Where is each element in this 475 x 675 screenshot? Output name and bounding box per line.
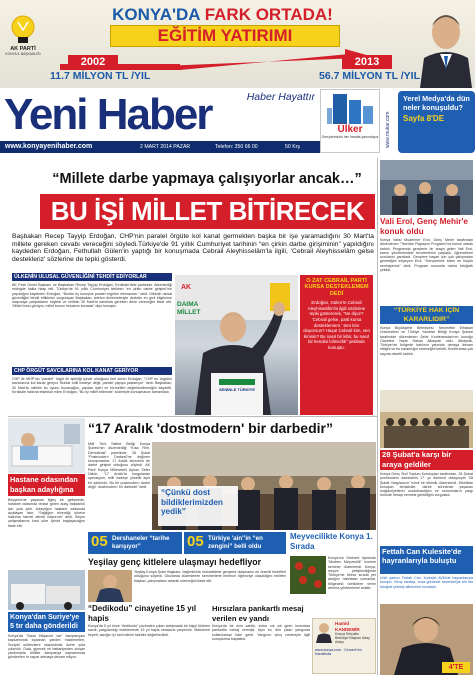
left-story2-title[interactable]: Konya'dan Suriye'ye 5 tır daha gönderildi <box>8 612 85 632</box>
mid-photo <box>152 442 376 530</box>
mid-body: Millî Türk Talebe Birliği Konya Şubesi'nin düzenlediği “Kısa Film, Demokrasi” panelinde, 28 Şubat “Postmodern Darbesi”ne değinen konuşmacılar, 17 Aralık sürecinin de darbe girişimi olduğunu söyledi. AK Parti Konya Milletvekili Ayhan Sefer Üstün, “17 Aralık'ta kurgulanan operasyon, milli iradeye yönelik açık bir saldırıdır. Bu bir postmodern darbe değil, ‘dostmodern’ bir darbedir” dedi. <box>88 442 150 489</box>
left-story1-title[interactable]: Hastane odasından başkan adaylığına <box>8 474 85 496</box>
right-story1-body: Konya Valisi Muammer Erol, Genç Mehir tarafından düzenlenen “Tecrübe Paylaşım Programı”na konuk olarak katıldı. Programda gençlerle bir araya gelen Vali Erol, kamu yönetimindeki tecrübelerini paylaştı, öğrencilerin sorularını yanıtladı. Gençlere başarı için çok çalışmaları gerektiğini söyleyen Erol, “Gençlerimiz bizim en büyük sermayemiz” dedi. Program sonunda hatıra fotoğrafı çekildi. <box>380 238 473 273</box>
strip-num-2: 05 <box>187 533 204 550</box>
issue-date: 2 MART 2014 PAZAR <box>140 144 191 150</box>
bottom-story1-title[interactable]: Yeşilay genç kitlelere ulaşmayı hedefliyor <box>88 557 262 567</box>
ad-headline-2: FARK ORTADA! <box>204 5 333 24</box>
right-photo-1 <box>380 160 473 215</box>
right-story4-title[interactable]: Fettah Can Kulesite'de hayranlarıyla buluştu <box>380 546 473 574</box>
photo-quote: “Çünkü dost bildiklerimizden yedik” <box>158 486 238 526</box>
sub2-body: CHP ile MHP'nin “paralel” örgüt ile işbirliği içinde olduğunu ileri süren Erdoğan, “CHP bu örgütün savcılarına kol kanat geriyor. Bunlar milli iradeye değil, paralel yapıya yaslanıyor” dedi. Başbakan, 30 Mart'ta milletin bu oyunu bozacağını, yapılan işleri ve hizmetleri değerlendireceğini kaydetti. Kırıkkale halkına teşekkür eden Erdoğan, “Bu işi millet bitirecek” sözleriyle konuşmasını tamamladı. <box>12 377 172 394</box>
strip-photo <box>290 556 326 594</box>
bulb-icon <box>4 14 42 46</box>
ad-candidate-name: Hamid KANDEMİR <box>335 621 360 632</box>
strip-num-1: 05 <box>91 533 108 550</box>
right-story3-title[interactable]: 28 Şubat'a karşı bir araya geldiler <box>380 450 473 470</box>
sponsor-url <box>382 89 394 153</box>
phone-number: Telefon: 350 66 00 <box>215 144 258 150</box>
strip-item-3-title[interactable]: Meyvecilikte Konya 1. Sırada <box>290 532 373 551</box>
sponsor-box[interactable] <box>320 89 380 153</box>
left-photo-1 <box>8 418 85 473</box>
strip-item-2[interactable] <box>184 532 286 554</box>
brand-name: Yeni Haber <box>4 91 212 139</box>
bottom-ad[interactable] <box>312 618 376 674</box>
left-story1-body: Beyşehir'de yaşanan ilginç bir gelişmede, hastane odasında tedavi gören aday başkanlık için yola çıktı. Adaylığını hastane odasında açıklayan isim, “Sağlığım elverdiği sürece halkıma hizmet etmek istiyorum” dedi. Seçim çalışmalarına kısa süre içinde başlayacağını ifade etti. <box>8 498 85 528</box>
column-divider <box>377 158 378 675</box>
info-bar <box>0 141 320 153</box>
year-left: 2002 <box>68 55 118 69</box>
masthead <box>0 89 475 155</box>
strip-item-3-body: Konya'nın Derbent ilçesinde “Modern Meyvecilik” üzerine seminer düzenlendi. Konya, meyve yetiştiriciliğinde Türkiye'de birinci sırada yer aldığını hatırlatan uzmanlar, bölgedeki üreticilere verim artırma yöntemlerini anlattı. <box>328 556 376 591</box>
podium-text: SENİNLE TÜRKİYE <box>218 387 255 392</box>
sponsor-brand: Ülker <box>337 124 363 135</box>
lead-intro: Başbakan Recep Tayyip Erdoğan, CHP'nin paralel örgüte kol kanat germekten başka bir işe yaramadığını 30 Mart'ta millete gereken cevabı vereceğini söyledi.Türkiye'de 91 yıllık Cumhuriyet tarihinin “en çirkin darbe girişiminin” yapıldığını kaydeden Erdoğan, Fethullah Gülen'in yaptığı bir konuşmada Cebrail Aleyhisselâm'la ilgili, 'Cebrail Aleyhisselâm gelse destekleriz' sözlerine de tepki gösterdi. <box>12 233 374 264</box>
side-box-title: O ZAT CEBRAİL PARTİ KURSA DESTEKLEMEM DEDİ <box>304 278 369 297</box>
issue-price: 50 Krş <box>285 144 300 150</box>
sub1-title: ÜLKENİN ULUSAL GÜVENLİĞİNİ TEHDİT EDİYORLAR <box>12 273 172 281</box>
strip-text-2: Türkiye 'ain'’in “en zengini” belli oldu <box>208 535 263 550</box>
bottom-story2-title[interactable]: “Dedikodu” cinayetine 15 yıl hapis <box>88 604 197 623</box>
right-story2-banner: “TÜRKİYE HAK İÇİN KARARLIDIR” <box>380 306 473 324</box>
year-right: 2013 <box>342 55 392 69</box>
mid-headline[interactable]: “17 Aralık 'dostmodern' bir darbedir” <box>88 420 333 436</box>
lead-quote: “Millete darbe yapmaya çalışıyorlar ancak…” <box>52 171 362 187</box>
strip-item-1[interactable] <box>88 532 182 554</box>
sponsor-text: Gençlerimizin her fırsatta yanındayız <box>321 135 379 139</box>
building-icon <box>321 90 379 124</box>
bottom-story1-body: Yeşilay Konya Şube Başkanı, bağımlılıkla mücadelede gençlere ulaşmanın en önemli hedefleri olduğunu söyledi. Okullarda düzenlenen seminerlerle binlerce öğrenciye ulaşıldığını belirten başkan, çalışmaların artarak süreceğini ifade etti. <box>134 570 286 583</box>
ad-subhead-text: EĞİTİM YATIRIMI <box>157 26 293 45</box>
bottom-story2-body: Konya'da 5 yıl önce “dedikodu” yüzünden çıkan tartışmada bir kişiyi öldüren sanık, yargılandığı mahkemede 15 yıl hapis cezasına çarptırıldı. Mahkeme heyeti, sanığın iyi hal indirimi talebini değerlendirdi. <box>88 624 210 637</box>
ak-parti-logo <box>4 14 42 64</box>
bottom-story3-body: Konya'da bir evin sahibi, evine sık sık giren hırsızlara pankartla mesaj vermişti. Aynı ev, dün çıkan yangında kullanılamaz hale geldi. Yangının çıkış nedeniyle ilgili soruşturma başlatıldı. <box>212 624 310 641</box>
ad-contact: www.konya.com · Cemevi'nin Kanatinda <box>315 647 362 657</box>
ad-portrait <box>416 6 474 88</box>
left-photo-2 <box>8 570 85 610</box>
right-photo-3 <box>380 604 473 675</box>
ad-headline <box>80 4 365 26</box>
bottom-photo-1 <box>88 570 132 602</box>
ad-headline-1: KONYA'DA <box>112 5 200 24</box>
lead-headline: BU İŞİ MİLLET BİTİRECEK <box>40 194 375 229</box>
left-story2-body: Konya'da “Sana ihtiyacım var” kampanyası kapsamında toplanan yardım malzemeleri, Suriyeli mültecilere ulaştırılmak üzere yola çıkarıldı. Gıda, giyecek ve battaniyeden oluşan yardımlarla birlikte kampanya kapsamında gönderilen tır sayısı artmaya devam ediyor. <box>8 634 85 660</box>
bottom-story3-title[interactable]: Hırsızlara pankartlı mesaj verilen ev yandı <box>212 604 304 623</box>
svg-text:AK: AK <box>181 284 192 291</box>
side-box <box>300 275 373 415</box>
banner-text: DAİMA MİLLET <box>177 301 201 316</box>
party-name: AK PARTİ <box>10 46 36 52</box>
promo-page: Sayfa 8'DE <box>403 114 445 123</box>
party-sub: KONYA İL BAŞKANLIĞI <box>5 52 41 56</box>
promo-box[interactable] <box>398 91 475 153</box>
website-link[interactable]: www.konyayenihaber.com <box>5 143 93 150</box>
right-story1-title[interactable]: Vali Erol, Genç Mehir'e konuk oldu <box>380 217 468 236</box>
amount-left: 11.7 MİLYON TL /YIL <box>50 70 151 82</box>
candidate-icon <box>315 621 333 643</box>
right-story2-body: Konya Büyükşehir Belediyesi, Necmettin Erbakan Üniversitesi ve Türkiye Yazarlar Birliği Konya Şubesi tarafından düzenlenen Şehir Konferansları'nın konuğu Gazeteci Yazar Hakan Albayrak oldu. Albayrak, Türkiye'nin bölgede haklının yanında olmaya devam ettiğini ve bu kararlılığın süreceğini belirtti. Konferansa çok sayıda davetli katıldı. <box>380 326 473 356</box>
ad-subhead <box>110 25 340 47</box>
brand-slogan: Haber Hayattır <box>246 91 315 103</box>
amount-right: 56.7 MİLYON TL /YIL <box>319 70 420 82</box>
right-story4-body: Ünlü şarkıcı Fettah Can, Kulesite AVM'de hayranlarıyla buluştu. Genç sanatçı, imza gününde sevenleriyle tek tek fotoğraf çektirip albümünü imzaladı. <box>380 576 473 589</box>
right-photo-2 <box>380 390 473 448</box>
sub1-body: AK Parti Genel Başkanı ve Başbakan Recep Tayyip Erdoğan, Kırıkkale'deki partisinin düzenlediği mitingde halka hitap etti. Türkiye'de 91 yıllık Cumhuriyet tarihinin “en çirkin darbe girişimi”nin yapıldığını kaydeden Erdoğan, “Bunlar üç kuruşluk paralel örgütün elemanları.” dedi. Ülkenin ulusal güvenliğini tehdit ettiklerini vurgulayan Başbakan, telefon dinlemeleriyle devletin en gizli bilgilerine ulaşmaya çalıştıklarını söyledi ve milletin 30 Mart'ta sandıkta gereken dersi vereceğini ifade etti. “Millet bunu görüyor, millet bunun hesabını soracak” diye konuştu. <box>12 283 172 309</box>
promo-title: Yerel Medya'da dün neler konuşuldu? <box>403 94 470 112</box>
top-ad-banner[interactable] <box>0 0 475 88</box>
story4-page: 4'TE <box>442 662 470 673</box>
strip-text-1: Dershaneler “tarihe karışıyor” <box>112 535 170 550</box>
sponsor-url-text: www.mukar.com <box>385 111 391 148</box>
ad-candidate-body: Konya Selçuklu Belediye Başkan Aday Adayı <box>335 632 370 645</box>
side-box-body: Erdoğan, Gülen'in Cebrail Aleyhisselâm'la ilgili sözlerine tepki göstererek, “Ne diyor? ‘Cebrail gelse, parti kursa desteklemem.’ Sen kim oluyorsun? Haşa! Cebrail kim, sen kimsin? Bu nasıl bir kibir, bu nasıl bir kendini bilmezlik” şeklinde konuştu. <box>303 300 370 350</box>
right-story3-body: Konya Genç Sivil Toplum Kuruluşları tarafından, 28 Şubat postmodern darbesinin 17. yıl dönümü dolayısıyla “28 Şubat Yargılansın” isimli bir etkinlik düzenlendi. Etkinlikte konuşan temsilciler, darbe sürecinde yaşanan mağduriyetlerin unutulmadığını ve sorumluların yargı önünde hesap vermesi gerektiğini vurguladı. <box>380 472 473 498</box>
section-divider <box>8 416 377 417</box>
lead-photo <box>175 275 298 415</box>
sub2-title: CHP ÖRGÜT SAVCILARINA KOL KANAT GERİYOR <box>12 367 172 375</box>
